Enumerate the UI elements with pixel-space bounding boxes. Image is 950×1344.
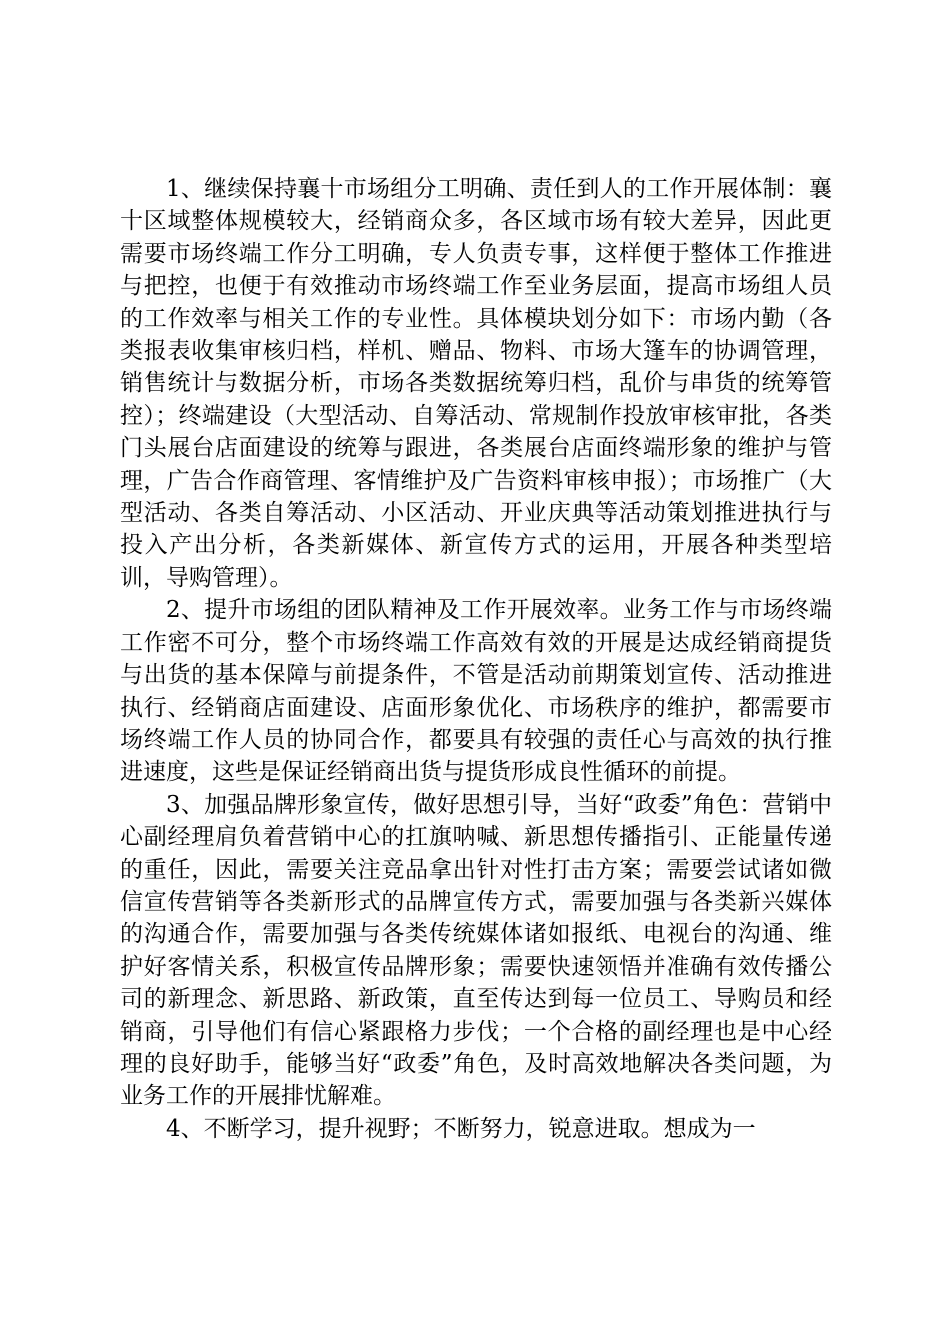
paragraph-1: 1、继续保持襄十市场组分工明确、责任到人的工作开展体制：襄十区域整体规模较大，经销商众多，各区域市场有较大差异，因此更需要市场终端工作分工明确，专人负责专事，这样便于整体工作推进与把控，也便于有效推动市场终端工作至业务层面，提高市场组人员的工作效率与相关工作的专业性。具体模块划分如下：市场内勤（各类报表收集审核归档，样机、赠品、物料、市场大篷车的协调管理，销售统计与数据分析，市场各类数据统筹归档，乱价与串货的统筹管控）；终端建设（大型活动、自筹活动、常规制作投放审核审批，各类门头展台店面建设的统筹与跟进，各类展台店面终端形象的维护与管理，广告合作商管理、客情维护及广告资料审核申报）；市场推广（大型活动、各类自筹活动、小区活动、开业庆典等活动策划推进执行与投入产出分析，各类新媒体、新宣传方式的运用，开展各种类型培训，导购管理）。 xyxy=(120,176,832,591)
paragraph-2: 2、提升市场组的团队精神及工作开展效率。业务工作与市场终端工作密不可分，整个市场终端工作高效有效的开展是达成经销商提货与出货的基本保障与前提条件，不管是活动前期策划宣传、活动推进执行、经销商店面建设、店面形象优化、市场秩序的维护，都需要市场终端工作人员的协同合作，都要具有较强的责任心与高效的执行推进速度，这些是保证经销商出货与提货形成良性循环的前提。 xyxy=(120,597,832,786)
paragraph-3: 3、加强品牌形象宣传，做好思想引导，当好“政委”角色：营销中心副经理肩负着营销中心的扛旗呐喊、新思想传播指引、正能量传递的重任，因此，需要关注竞品拿出针对性打击方案；需要尝试诸如微信宣传营销等各类新形式的品牌宣传方式，需要加强与各类新兴媒体的沟通合作，需要加强与各类传统媒体诸如报纸、电视台的沟通、维护好客情关系，积极宣传品牌形象；需要快速领悟并准确有效传播公司的新理念、新思路、新政策，直至传达到每一位员工、导购员和经销商，引导他们有信心紧跟格力步伐；一个合格的副经理也是中心经理的良好助手，能够当好“政委”角色，及时高效地解决各类问题，为业务工作的开展排忧解难。 xyxy=(120,791,832,1110)
paragraph-4: 4、不断学习，提升视野；不断努力，锐意进取。想成为一 xyxy=(166,1115,756,1142)
document-body xyxy=(120,173,832,1145)
